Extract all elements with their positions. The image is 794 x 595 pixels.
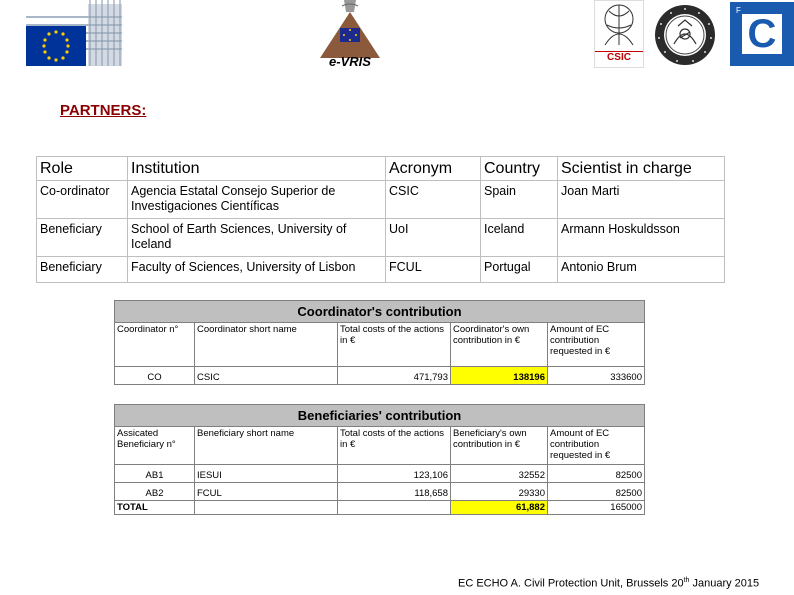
total-empty-costs	[338, 501, 451, 515]
beneficiaries-contribution-table	[114, 404, 645, 515]
partner-country: Spain	[481, 181, 558, 219]
coord-ec: 333600	[548, 367, 645, 385]
commission-c-logo	[730, 2, 794, 66]
ben-own: 32552	[451, 465, 548, 483]
header-institution: Institution	[128, 157, 386, 181]
partner-role: Co-ordinator	[37, 181, 128, 219]
ben-no: AB2	[115, 483, 195, 501]
coordinator-contribution-table	[114, 300, 645, 385]
partner-acronym: FCUL	[386, 257, 481, 283]
partner-scientist: Armann Hoskuldsson	[558, 219, 725, 257]
ben-own: 29330	[451, 483, 548, 501]
header-role: Role	[37, 157, 128, 181]
partner-acronym: CSIC	[386, 181, 481, 219]
partners-table	[36, 156, 725, 283]
coord-no: CO	[115, 367, 195, 385]
section-title: PARTNERS:	[60, 102, 147, 119]
university-seal-logo	[654, 4, 716, 66]
partner-country: Portugal	[481, 257, 558, 283]
coord-header-no: Coordinator n°	[115, 323, 195, 367]
ben-header-total: Total costs of the actions in €	[338, 427, 451, 465]
csic-logo	[594, 0, 644, 68]
partners-header-row	[37, 157, 725, 181]
partner-scientist: Joan Marti	[558, 181, 725, 219]
ben-name: IESUI	[195, 465, 338, 483]
footer-text-sup: th	[683, 577, 690, 584]
header-country: Country	[481, 157, 558, 181]
beneficiaries-table-title: Beneficiaries' contribution	[115, 405, 645, 427]
partner-institution: School of Earth Sciences, University of Iceland	[128, 219, 386, 257]
ben-header-ec: Amount of EC contribution requested in €	[548, 427, 645, 465]
table-row	[37, 219, 725, 257]
partner-scientist: Antonio Brum	[558, 257, 725, 283]
table-row	[37, 181, 725, 219]
table-row	[115, 483, 645, 501]
header-scientist: Scientist in charge	[558, 157, 725, 181]
commission-logo-letter: C	[747, 12, 777, 56]
coordinator-table-title: Coordinator's contribution	[115, 301, 645, 323]
partner-institution: Agencia Estatal Consejo Superior de Investigaciones Científicas	[128, 181, 386, 219]
total-label: TOTAL	[115, 501, 195, 515]
ben-ec: 82500	[548, 483, 645, 501]
coord-name: CSIC	[195, 367, 338, 385]
partner-acronym: UoI	[386, 219, 481, 257]
total-ec: 165000	[548, 501, 645, 515]
coord-header-ec: Amount of EC contribution requested in €	[548, 323, 645, 367]
coord-header-name: Coordinator short name	[195, 323, 338, 367]
ben-name: FCUL	[195, 483, 338, 501]
partner-country: Iceland	[481, 219, 558, 257]
ben-total: 123,106	[338, 465, 451, 483]
footer-text-main: EC ECHO A. Civil Protection Unit, Brussels 20	[458, 577, 684, 590]
partner-role: Beneficiary	[37, 219, 128, 257]
table-row	[115, 367, 645, 385]
total-own: 61,882	[451, 501, 548, 515]
commission-logo-small-text: F	[736, 6, 741, 15]
table-row	[115, 465, 645, 483]
partner-institution: Faculty of Sciences, University of Lisbon	[128, 257, 386, 283]
partner-role: Beneficiary	[37, 257, 128, 283]
ben-no: AB1	[115, 465, 195, 483]
footer-text-end: January 2015	[689, 577, 760, 590]
csic-logo-text: CSIC	[595, 51, 643, 63]
coord-own: 138196	[451, 367, 548, 385]
total-row	[115, 501, 645, 515]
coord-header-own: Coordinator's own contribution in €	[451, 323, 548, 367]
footer-text	[458, 577, 759, 590]
ben-header-no: Assicated Beneficiary n°	[115, 427, 195, 465]
table-row	[37, 257, 725, 283]
ben-total: 118,658	[338, 483, 451, 501]
evris-logo	[318, 0, 382, 72]
ben-ec: 82500	[548, 465, 645, 483]
evris-logo-text: e-VRIS	[329, 54, 371, 69]
european-commission-logo	[26, 0, 122, 66]
total-empty-name	[195, 501, 338, 515]
coord-total: 471,793	[338, 367, 451, 385]
header-acronym: Acronym	[386, 157, 481, 181]
ben-header-own: Beneficiary's own contribution in €	[451, 427, 548, 465]
ben-header-name: Beneficiary short name	[195, 427, 338, 465]
coord-header-total: Total costs of the actions in €	[338, 323, 451, 367]
